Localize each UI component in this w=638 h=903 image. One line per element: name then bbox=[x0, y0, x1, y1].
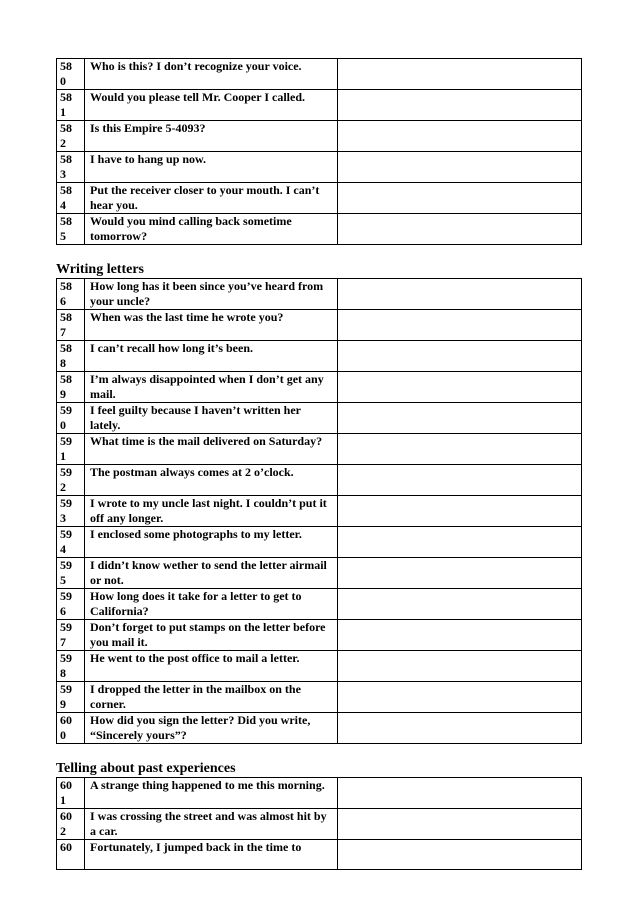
row-number-part: 59 bbox=[60, 651, 72, 665]
table-row bbox=[57, 372, 582, 403]
table-row bbox=[57, 59, 582, 90]
table-row bbox=[57, 341, 582, 372]
answer-cell bbox=[338, 152, 582, 183]
row-number-part: 8 bbox=[60, 356, 66, 370]
row-number-part: 58 bbox=[60, 152, 72, 166]
phrase-cell: Fortunately, I jumped back in the time to bbox=[85, 840, 338, 870]
table-row bbox=[57, 403, 582, 434]
table-row bbox=[57, 809, 582, 840]
row-number-part: 9 bbox=[60, 697, 66, 711]
row-number-cell bbox=[57, 59, 85, 90]
row-number-part: 59 bbox=[60, 403, 72, 417]
table-row bbox=[57, 651, 582, 682]
row-number-part: 58 bbox=[60, 183, 72, 197]
row-number-part: 1 bbox=[60, 105, 66, 119]
row-number-part: 4 bbox=[60, 542, 66, 556]
answer-cell bbox=[338, 59, 582, 90]
row-number-part: 58 bbox=[60, 214, 72, 228]
row-number-part: 60 bbox=[60, 713, 72, 727]
table-row bbox=[57, 310, 582, 341]
answer-cell bbox=[338, 310, 582, 341]
row-number-part: 59 bbox=[60, 558, 72, 572]
row-number-cell bbox=[57, 620, 85, 651]
row-number-part: 58 bbox=[60, 121, 72, 135]
phrase-cell: Put the receiver closer to your mouth. I can’t hear you. bbox=[85, 183, 338, 214]
row-number-part: 8 bbox=[60, 666, 66, 680]
phrase-cell: I have to hang up now. bbox=[85, 152, 338, 183]
row-number-part: 58 bbox=[60, 59, 72, 73]
answer-cell bbox=[338, 183, 582, 214]
answer-cell bbox=[338, 651, 582, 682]
table-row bbox=[57, 434, 582, 465]
row-number-part: 59 bbox=[60, 682, 72, 696]
phrase-cell: Is this Empire 5-4093? bbox=[85, 121, 338, 152]
row-number-cell bbox=[57, 809, 85, 840]
phrase-cell: A strange thing happened to me this morning. bbox=[85, 778, 338, 809]
phrase-cell: Don’t forget to put stamps on the letter before you mail it. bbox=[85, 620, 338, 651]
row-number-part: 58 bbox=[60, 341, 72, 355]
table-row bbox=[57, 778, 582, 809]
row-number-part: 6 bbox=[60, 604, 66, 618]
answer-cell bbox=[338, 465, 582, 496]
row-number-cell bbox=[57, 589, 85, 620]
row-number-part: 4 bbox=[60, 198, 66, 212]
answer-cell bbox=[338, 434, 582, 465]
phrase-cell: I feel guilty because I haven’t written her lately. bbox=[85, 403, 338, 434]
row-number-cell bbox=[57, 152, 85, 183]
table-row bbox=[57, 90, 582, 121]
phrase-cell: I dropped the letter in the mailbox on the corner. bbox=[85, 682, 338, 713]
row-number-cell bbox=[57, 121, 85, 152]
row-number-part: 3 bbox=[60, 511, 66, 525]
row-number-cell bbox=[57, 840, 85, 870]
phrase-cell: I’m always disappointed when I don’t get any mail. bbox=[85, 372, 338, 403]
answer-cell bbox=[338, 778, 582, 809]
row-number-part: 2 bbox=[60, 480, 66, 494]
phrase-cell: I wrote to my uncle last night. I couldn’t put it off any longer. bbox=[85, 496, 338, 527]
table-row bbox=[57, 152, 582, 183]
row-number-part: 60 bbox=[60, 809, 72, 823]
row-number-part: 9 bbox=[60, 387, 66, 401]
phrase-cell: Who is this? I don’t recognize your voice. bbox=[85, 59, 338, 90]
row-number-part: 59 bbox=[60, 527, 72, 541]
row-number-cell bbox=[57, 527, 85, 558]
section-heading: Telling about past experiences bbox=[56, 761, 236, 776]
section-heading: Writing letters bbox=[56, 262, 144, 277]
answer-cell bbox=[338, 372, 582, 403]
answer-cell bbox=[338, 279, 582, 310]
row-number-cell bbox=[57, 713, 85, 744]
row-number-part: 1 bbox=[60, 449, 66, 463]
answer-cell bbox=[338, 214, 582, 245]
answer-cell bbox=[338, 527, 582, 558]
table-row bbox=[57, 589, 582, 620]
phrase-cell: How did you sign the letter? Did you write, “Sincerely yours”? bbox=[85, 713, 338, 744]
row-number-part: 7 bbox=[60, 325, 66, 339]
phrase-cell: How long has it been since you’ve heard from your uncle? bbox=[85, 279, 338, 310]
row-number-part: 7 bbox=[60, 635, 66, 649]
row-number-cell bbox=[57, 279, 85, 310]
row-number-part: 1 bbox=[60, 793, 66, 807]
row-number-part: 2 bbox=[60, 136, 66, 150]
answer-cell bbox=[338, 713, 582, 744]
answer-cell bbox=[338, 496, 582, 527]
table-row bbox=[57, 496, 582, 527]
answer-cell bbox=[338, 90, 582, 121]
phrase-cell: I can’t recall how long it’s been. bbox=[85, 341, 338, 372]
row-number-part: 6 bbox=[60, 294, 66, 308]
answer-cell bbox=[338, 403, 582, 434]
phrase-cell: He went to the post office to mail a letter. bbox=[85, 651, 338, 682]
phrase-cell: Would you please tell Mr. Cooper I called. bbox=[85, 90, 338, 121]
phrase-table bbox=[56, 777, 582, 870]
table-row bbox=[57, 527, 582, 558]
row-number-cell bbox=[57, 682, 85, 713]
table-row bbox=[57, 558, 582, 589]
answer-cell bbox=[338, 809, 582, 840]
answer-cell bbox=[338, 589, 582, 620]
phrase-table bbox=[56, 278, 582, 744]
phrase-table bbox=[56, 58, 582, 245]
table-row bbox=[57, 183, 582, 214]
row-number-part: 2 bbox=[60, 824, 66, 838]
row-number-part: 0 bbox=[60, 74, 66, 88]
answer-cell bbox=[338, 840, 582, 870]
row-number-part: 58 bbox=[60, 90, 72, 104]
phrase-cell: What time is the mail delivered on Saturday? bbox=[85, 434, 338, 465]
table-row bbox=[57, 121, 582, 152]
row-number-part: 59 bbox=[60, 496, 72, 510]
row-number-part: 5 bbox=[60, 573, 66, 587]
phrase-cell: How long does it take for a letter to get to California? bbox=[85, 589, 338, 620]
phrase-cell: I was crossing the street and was almost hit by a car. bbox=[85, 809, 338, 840]
row-number-cell bbox=[57, 558, 85, 589]
row-number-part: 59 bbox=[60, 620, 72, 634]
phrase-cell: The postman always comes at 2 o’clock. bbox=[85, 465, 338, 496]
table-row bbox=[57, 713, 582, 744]
answer-cell bbox=[338, 121, 582, 152]
table-row bbox=[57, 214, 582, 245]
row-number-part: 0 bbox=[60, 418, 66, 432]
phrase-cell: I didn’t know wether to send the letter airmail or not. bbox=[85, 558, 338, 589]
document-page bbox=[56, 58, 582, 870]
table-row bbox=[57, 465, 582, 496]
row-number-cell bbox=[57, 90, 85, 121]
row-number-cell bbox=[57, 778, 85, 809]
answer-cell bbox=[338, 620, 582, 651]
row-number-cell bbox=[57, 403, 85, 434]
row-number-part: 58 bbox=[60, 310, 72, 324]
phrase-cell: When was the last time he wrote you? bbox=[85, 310, 338, 341]
row-number-cell bbox=[57, 310, 85, 341]
phrase-cell: Would you mind calling back sometime tomorrow? bbox=[85, 214, 338, 245]
table-row bbox=[57, 682, 582, 713]
row-number-part: 59 bbox=[60, 589, 72, 603]
table-row bbox=[57, 279, 582, 310]
answer-cell bbox=[338, 558, 582, 589]
row-number-part: 5 bbox=[60, 229, 66, 243]
row-number-cell bbox=[57, 183, 85, 214]
row-number-part: 58 bbox=[60, 279, 72, 293]
table-row bbox=[57, 620, 582, 651]
row-number-part: 3 bbox=[60, 167, 66, 181]
row-number-part: 59 bbox=[60, 434, 72, 448]
answer-cell bbox=[338, 341, 582, 372]
row-number-part: 58 bbox=[60, 372, 72, 386]
answer-cell bbox=[338, 682, 582, 713]
row-number-part: 60 bbox=[60, 840, 72, 854]
row-number-cell bbox=[57, 434, 85, 465]
row-number-part: 59 bbox=[60, 465, 72, 479]
table-row bbox=[57, 840, 582, 870]
row-number-cell bbox=[57, 496, 85, 527]
row-number-cell bbox=[57, 372, 85, 403]
row-number-cell bbox=[57, 214, 85, 245]
phrase-cell: I enclosed some photographs to my letter. bbox=[85, 527, 338, 558]
row-number-cell bbox=[57, 651, 85, 682]
row-number-cell bbox=[57, 341, 85, 372]
row-number-part: 0 bbox=[60, 728, 66, 742]
row-number-cell bbox=[57, 465, 85, 496]
row-number-part: 60 bbox=[60, 778, 72, 792]
